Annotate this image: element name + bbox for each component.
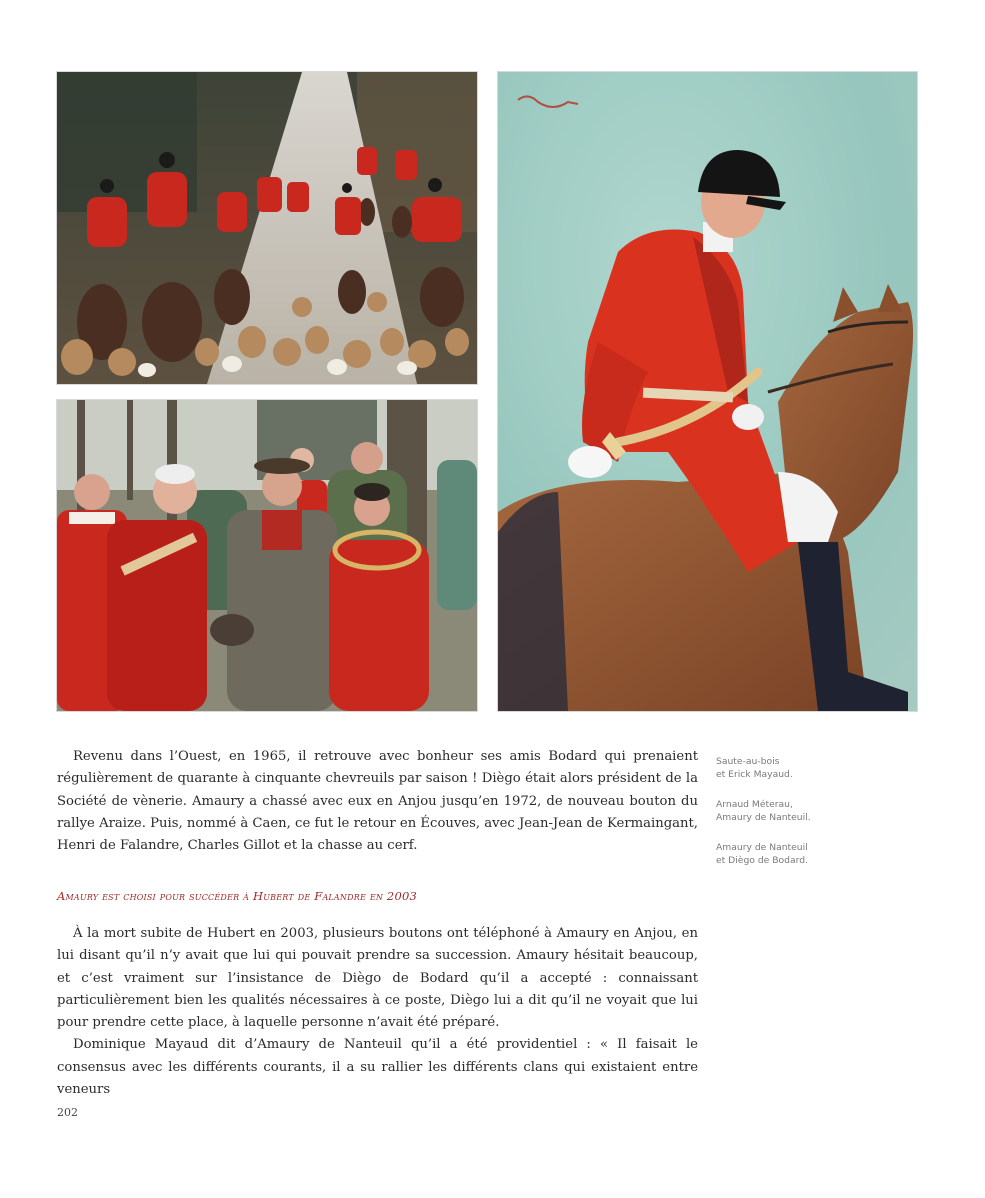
caption-1 — [716, 755, 846, 781]
caption-line: et Erick Mayaud. — [716, 769, 793, 780]
caption-line: Amaury de Nanteuil. — [716, 812, 811, 823]
body-paragraphs-2 — [57, 923, 698, 1101]
hunt-photo — [57, 72, 477, 384]
group-photo — [57, 400, 477, 711]
paragraph-text: Revenu dans l’Ouest, en 1965, il retrouve avec bonheur ses amis Bodard qui prenaient régulièrement de quarante à cinquante chevreuils par saison ! Diègo était alors président de la Société de vènerie. Amaury a chassé avec eux en Anjou jusqu’en 1972, de nouveau bouton du rallye Araize. Puis, nommé à Caen, ce fut le retour en Écouves, avec Jean-Jean de Kermaingant, Henri de Falandre, Charles Gillot et la chasse au cerf. — [57, 749, 698, 854]
caption-line: Saute-au-bois — [716, 756, 780, 767]
group-photo-graphic — [57, 400, 477, 711]
caption-2 — [716, 798, 846, 824]
caption-line: Amaury de Nanteuil — [716, 842, 808, 853]
caption-line: Arnaud Méterau, — [716, 799, 793, 810]
body-paragraph-1 — [57, 746, 698, 857]
paragraph-text: Dominique Mayaud dit d’Amaury de Nanteuil qu’il a été providentiel : « Il faisait le consensus avec les différents courants, il a su rallier les différents clans qui existaient entre veneurs — [57, 1037, 698, 1098]
paragraph-text: À la mort subite de Hubert en 2003, plusieurs boutons ont téléphoné à Amaury en Anjou, en lui disant qu’il n’y avait que lui qui pouvait prendre sa succession. Amaury hésitait beaucoup, et c’est vraiment sur l’insistance de Diègo de Bodard qu’il a accepté : connaissant particulièrement bien les qualités nécessaires à ce poste, Diègo lui a dit qu’il ne voyait que lui pour prendre cette place, à laquelle personne n’avait été préparé. — [57, 926, 698, 1031]
image-captions — [716, 755, 846, 884]
watercolor-painting — [498, 72, 917, 711]
painting-graphic — [498, 72, 917, 711]
page-number: 202 — [57, 1106, 78, 1119]
caption-3 — [716, 841, 846, 867]
hunt-photo-graphic — [57, 72, 477, 384]
section-heading: Amaury est choisi pour succéder à Hubert de Falandre en 2003 — [57, 889, 418, 903]
caption-line: et Diègo de Bodard. — [716, 855, 808, 866]
